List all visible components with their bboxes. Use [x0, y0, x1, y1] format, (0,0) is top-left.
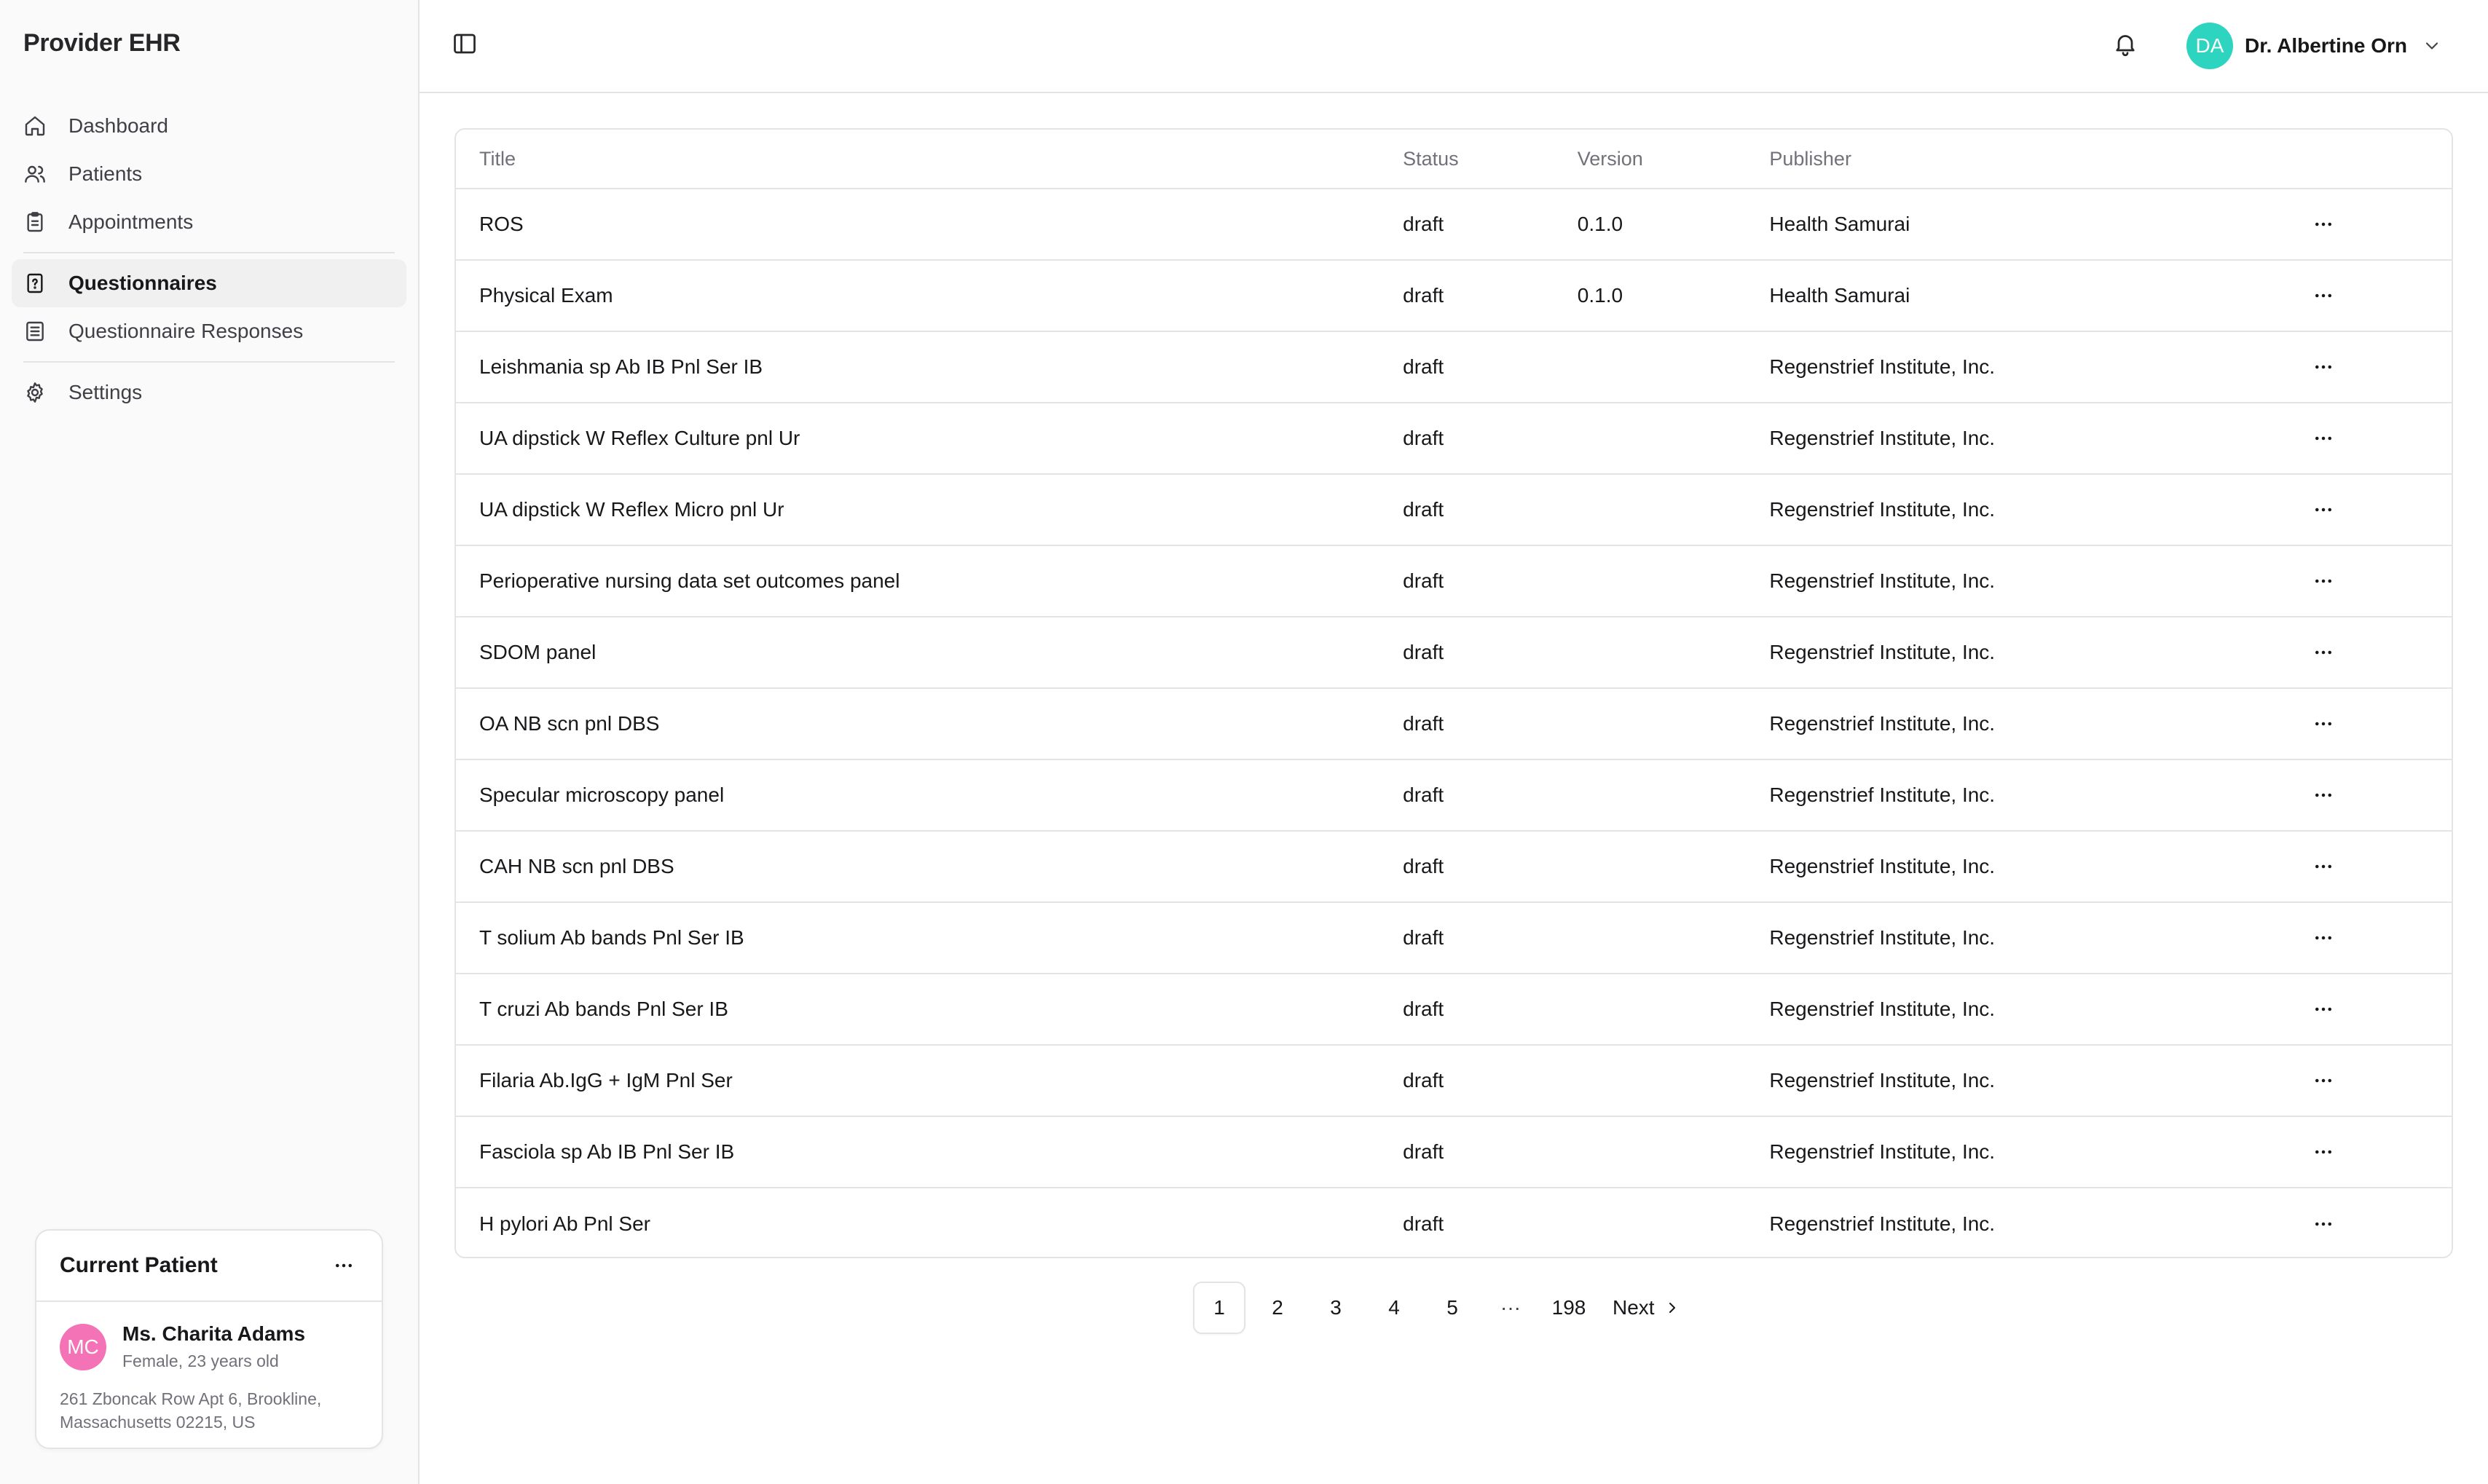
cell-actions — [2306, 492, 2452, 527]
gear-icon — [23, 381, 47, 404]
cell-status: draft — [1403, 641, 1444, 663]
more-horizontal-icon — [333, 1255, 355, 1276]
patient-address-line: Massachusetts 02215, US — [60, 1413, 256, 1432]
sidebar-divider — [23, 361, 395, 363]
chevron-right-icon — [1664, 1299, 1681, 1317]
user-name: Dr. Albertine Orn — [2245, 34, 2408, 57]
cell-status: draft — [1403, 855, 1444, 877]
cell-status: draft — [1403, 498, 1444, 521]
sidebar-divider — [23, 252, 395, 253]
row-actions-button[interactable] — [2306, 278, 2341, 313]
cell-status: draft — [1403, 1212, 1444, 1235]
cell-publisher: Regenstrief Institute, Inc. — [1769, 427, 1996, 449]
current-patient-card — [35, 1229, 383, 1449]
cell-publisher: Regenstrief Institute, Inc. — [1769, 641, 1996, 663]
cell-actions — [2306, 920, 2452, 955]
table-body — [456, 189, 2452, 1258]
cell-actions — [2306, 706, 2452, 741]
more-horizontal-icon — [2312, 1070, 2334, 1092]
row-actions-button[interactable] — [2306, 635, 2341, 670]
sidebar-item-label: Patients — [68, 162, 143, 185]
table-row[interactable] — [456, 903, 2452, 974]
table-row[interactable] — [456, 617, 2452, 689]
cell-publisher: Regenstrief Institute, Inc. — [1769, 712, 1996, 735]
cell-title: Specular microscopy panel — [479, 784, 725, 806]
more-horizontal-icon — [2312, 1213, 2334, 1235]
more-horizontal-icon — [2312, 356, 2334, 378]
cell-title: Filaria Ab.IgG + IgM Pnl Ser — [479, 1069, 733, 1092]
cell-actions — [2306, 1134, 2452, 1169]
row-actions-button[interactable] — [2306, 1207, 2341, 1242]
bell-icon — [2112, 31, 2138, 57]
cell-title: ROS — [479, 213, 524, 235]
more-horizontal-icon — [2312, 285, 2334, 307]
sidebar-item-label: Appointments — [68, 210, 194, 233]
page-button-last[interactable]: 198 — [1551, 1296, 1586, 1319]
panel-left-icon — [452, 31, 478, 57]
cell-publisher: Health Samurai — [1769, 213, 1910, 235]
more-horizontal-icon — [2312, 1141, 2334, 1163]
cell-status: draft — [1403, 569, 1444, 592]
table-row[interactable] — [456, 1046, 2452, 1117]
row-actions-button[interactable] — [2306, 706, 2341, 741]
cell-publisher: Regenstrief Institute, Inc. — [1769, 569, 1996, 592]
cell-actions — [2306, 278, 2452, 313]
sidebar-item-label: Questionnaire Responses — [68, 320, 304, 342]
table-row[interactable] — [456, 832, 2452, 903]
cell-title: Perioperative nursing data set outcomes panel — [479, 569, 900, 592]
notifications-button[interactable] — [2112, 31, 2138, 57]
more-horizontal-icon — [2312, 713, 2334, 735]
app-title: Provider EHR — [23, 29, 181, 57]
cell-actions — [2306, 992, 2452, 1027]
row-actions-button[interactable] — [2306, 778, 2341, 813]
more-horizontal-icon — [2312, 427, 2334, 449]
table-row[interactable] — [456, 261, 2452, 332]
table-row[interactable] — [456, 403, 2452, 475]
page-button-4[interactable]: 4 — [1388, 1296, 1400, 1319]
cell-title: SDOM panel — [479, 641, 597, 663]
cell-publisher: Regenstrief Institute, Inc. — [1769, 855, 1996, 877]
cell-actions — [2306, 421, 2452, 456]
table-row[interactable] — [456, 332, 2452, 403]
file-question-icon — [23, 272, 47, 295]
sidebar — [0, 0, 420, 1484]
cell-status: draft — [1403, 998, 1444, 1020]
next-page-label: Next — [1613, 1296, 1655, 1319]
cell-publisher: Regenstrief Institute, Inc. — [1769, 1212, 1996, 1235]
cell-publisher: Regenstrief Institute, Inc. — [1769, 498, 1996, 521]
more-horizontal-icon — [2312, 998, 2334, 1020]
cell-actions — [2306, 778, 2452, 813]
cell-actions — [2306, 1207, 2452, 1242]
cell-status: draft — [1403, 1140, 1444, 1163]
more-horizontal-icon — [2312, 784, 2334, 806]
cell-title: CAH NB scn pnl DBS — [479, 855, 674, 877]
sidebar-toggle-button[interactable] — [452, 31, 478, 57]
cell-publisher: Regenstrief Institute, Inc. — [1769, 998, 1996, 1020]
cell-actions — [2306, 849, 2452, 884]
page-button-3[interactable]: 3 — [1330, 1296, 1342, 1319]
column-header-version: Version — [1577, 147, 1643, 170]
user-avatar: DA — [2186, 23, 2233, 69]
cell-status: draft — [1403, 1069, 1444, 1092]
cell-title: Leishmania sp Ab IB Pnl Ser IB — [479, 355, 763, 378]
table-row[interactable] — [456, 974, 2452, 1046]
cell-title: T cruzi Ab bands Pnl Ser IB — [479, 998, 728, 1020]
sidebar-item-appointments[interactable] — [12, 198, 406, 246]
cell-status: draft — [1403, 712, 1444, 735]
cell-publisher: Regenstrief Institute, Inc. — [1769, 926, 1996, 949]
more-horizontal-icon — [2312, 856, 2334, 877]
home-icon — [23, 114, 47, 138]
cell-title: OA NB scn pnl DBS — [479, 712, 660, 735]
sidebar-item-patients[interactable] — [12, 150, 406, 198]
cell-publisher: Regenstrief Institute, Inc. — [1769, 355, 1996, 378]
column-header-publisher: Publisher — [1769, 147, 1851, 170]
clipboard-icon — [23, 210, 47, 234]
patient-name: Ms. Charita Adams — [122, 1322, 306, 1345]
row-actions-button[interactable] — [2306, 992, 2341, 1027]
cell-version: 0.1.0 — [1577, 284, 1623, 307]
cell-title: Physical Exam — [479, 284, 613, 307]
sidebar-item-settings[interactable] — [12, 368, 406, 417]
row-actions-button[interactable] — [2306, 849, 2341, 884]
cell-status: draft — [1403, 213, 1444, 235]
cell-title: Fasciola sp Ab IB Pnl Ser IB — [479, 1140, 735, 1163]
cell-status: draft — [1403, 355, 1444, 378]
table-row[interactable] — [456, 689, 2452, 760]
cell-version: 0.1.0 — [1577, 213, 1623, 235]
cell-publisher: Regenstrief Institute, Inc. — [1769, 1069, 1996, 1092]
row-actions-button[interactable] — [2306, 1134, 2341, 1169]
current-patient-heading: Current Patient — [60, 1253, 218, 1277]
more-options-button[interactable] — [329, 1251, 358, 1280]
patient-details: Female, 23 years old — [122, 1351, 279, 1370]
row-actions-button[interactable] — [2306, 421, 2341, 456]
more-horizontal-icon — [2312, 499, 2334, 521]
more-horizontal-icon — [2312, 213, 2334, 235]
patient-avatar: MC — [60, 1324, 106, 1370]
row-actions-button[interactable] — [2306, 350, 2341, 384]
cell-actions — [2306, 207, 2452, 242]
row-actions-button[interactable] — [2306, 492, 2341, 527]
sidebar-item-label: Questionnaires — [68, 272, 217, 294]
cell-status: draft — [1403, 784, 1444, 806]
table-row[interactable] — [456, 189, 2452, 261]
patient-address-line: 261 Zboncak Row Apt 6, Brookline, — [60, 1389, 322, 1408]
table-row[interactable] — [456, 1117, 2452, 1188]
sidebar-nav — [12, 102, 406, 417]
cell-actions — [2306, 564, 2452, 599]
cell-status: draft — [1403, 926, 1444, 949]
list-icon — [23, 320, 47, 343]
page-button-1[interactable]: 1 — [1193, 1282, 1245, 1334]
user-menu[interactable] — [2186, 22, 2442, 70]
row-actions-button[interactable] — [2306, 207, 2341, 242]
cell-title: H pylori Ab Pnl Ser — [479, 1212, 650, 1235]
cell-publisher: Regenstrief Institute, Inc. — [1769, 1140, 1996, 1163]
table-row[interactable] — [456, 760, 2452, 832]
cell-actions — [2306, 1063, 2452, 1098]
sidebar-item-questionnaire-responses[interactable] — [12, 307, 406, 355]
table-row[interactable] — [456, 1188, 2452, 1258]
table-row[interactable] — [456, 475, 2452, 546]
chevron-down-icon — [2422, 36, 2442, 56]
sidebar-item-label: Settings — [68, 381, 143, 403]
row-actions-button[interactable] — [2306, 1063, 2341, 1098]
more-horizontal-icon — [2312, 642, 2334, 663]
pagination-ellipsis: ··· — [1500, 1296, 1521, 1319]
cell-status: draft — [1403, 427, 1444, 449]
next-page-button[interactable] — [1601, 1282, 1690, 1334]
table-header — [456, 130, 2452, 189]
row-actions-button[interactable] — [2306, 920, 2341, 955]
pagination — [1193, 1282, 1696, 1334]
questionnaires-table — [454, 128, 2453, 1258]
patient-address — [60, 1387, 358, 1434]
cell-publisher: Regenstrief Institute, Inc. — [1769, 784, 1996, 806]
sidebar-item-questionnaires[interactable] — [12, 259, 406, 307]
cell-actions — [2306, 635, 2452, 670]
page-button-2[interactable]: 2 — [1272, 1296, 1283, 1319]
cell-actions — [2306, 350, 2452, 384]
cell-publisher: Health Samurai — [1769, 284, 1910, 307]
page-button-5[interactable]: 5 — [1446, 1296, 1458, 1319]
more-horizontal-icon — [2312, 570, 2334, 592]
sidebar-item-dashboard[interactable] — [12, 102, 406, 150]
cell-status: draft — [1403, 284, 1444, 307]
column-header-status: Status — [1403, 147, 1459, 170]
more-horizontal-icon — [2312, 927, 2334, 949]
cell-title: T solium Ab bands Pnl Ser IB — [479, 926, 744, 949]
cell-title: UA dipstick W Reflex Micro pnl Ur — [479, 498, 784, 521]
top-header — [420, 0, 2488, 93]
cell-title: UA dipstick W Reflex Culture pnl Ur — [479, 427, 800, 449]
table-row[interactable] — [456, 546, 2452, 617]
column-header-title: Title — [479, 147, 516, 170]
sidebar-item-label: Dashboard — [68, 114, 168, 137]
row-actions-button[interactable] — [2306, 564, 2341, 599]
users-icon — [23, 162, 47, 186]
